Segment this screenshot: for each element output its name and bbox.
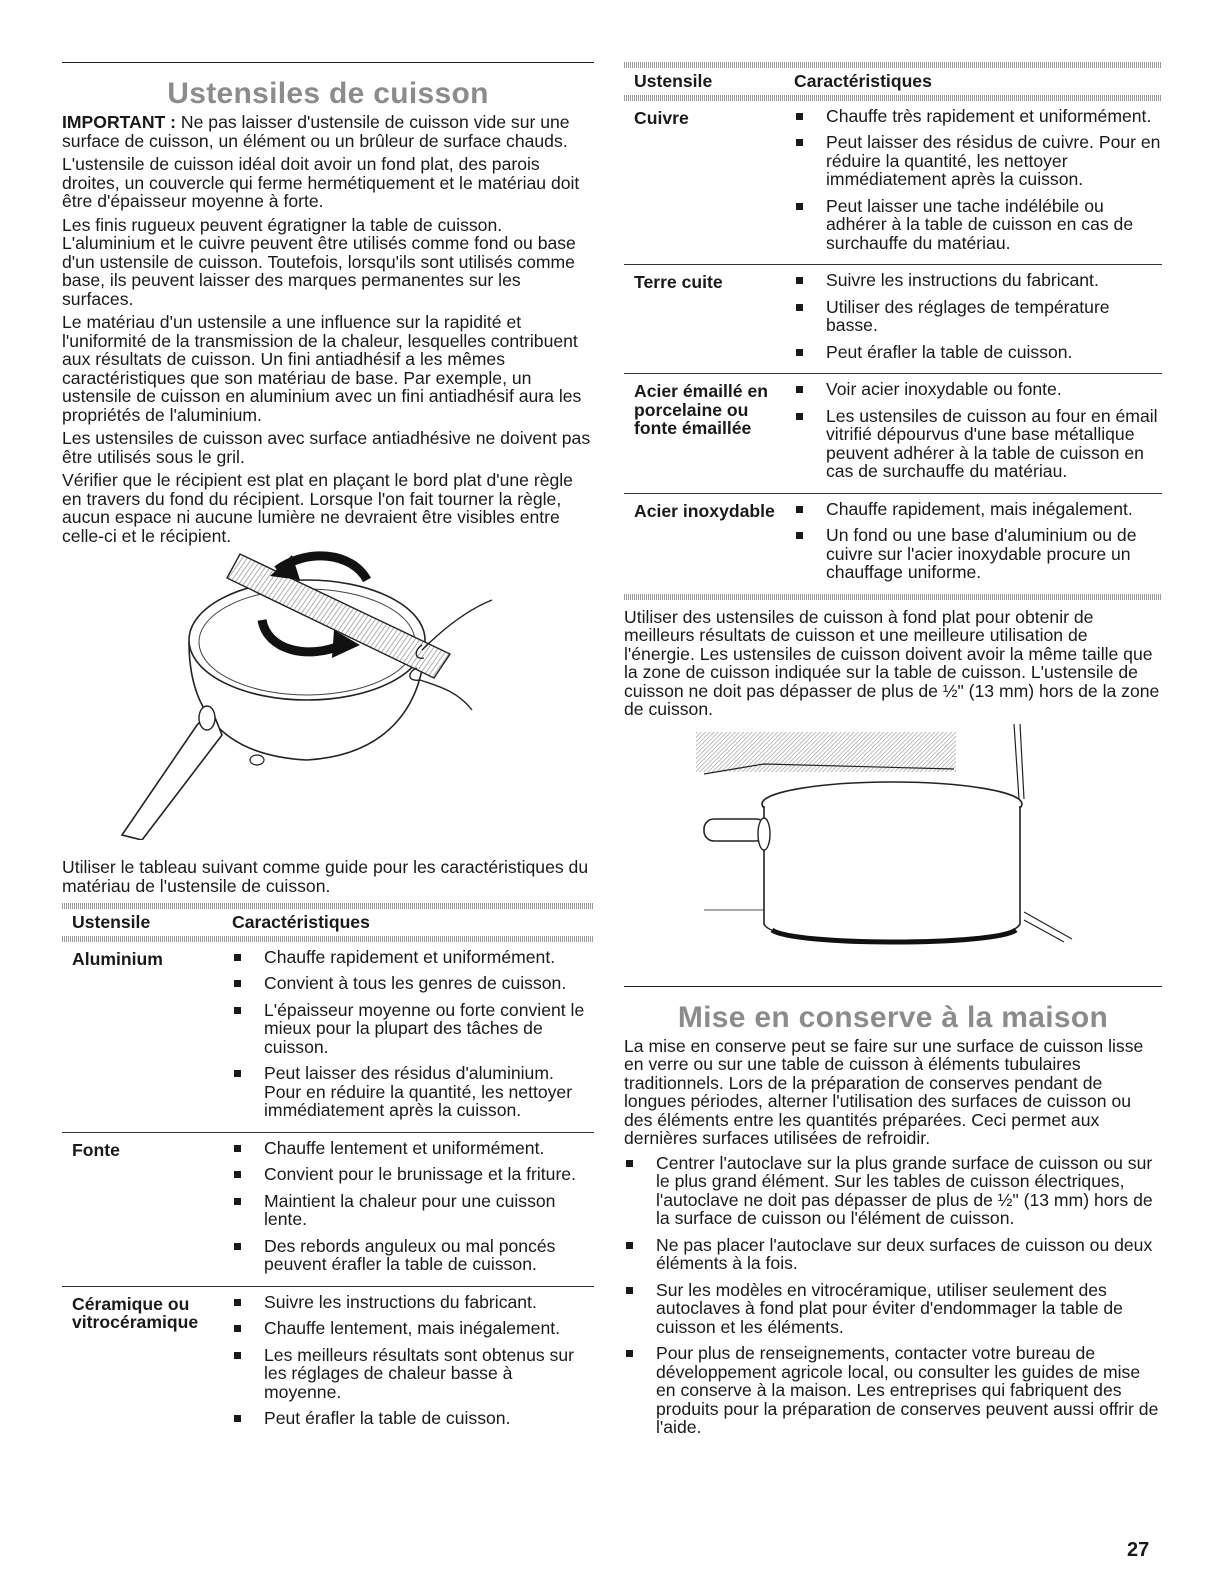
- table-header: [624, 68, 1162, 95]
- table-header: [62, 909, 594, 936]
- section-title-cookware: Ustensiles de cuisson: [167, 77, 489, 110]
- characteristics-list: [794, 380, 1162, 493]
- material-name: Aluminium: [72, 948, 163, 969]
- list-item: Centrer l'autoclave sur la plus grande surface de cuisson ou sur le plus grand élément. Sur les tables de cuisson électriques, l'autoclave ne doit pas dépasser de plus de ½" (13 mm) hors de la surface de cuisson ou l'élément de cuisson.: [624, 1154, 1162, 1228]
- handle-hole: [250, 755, 264, 765]
- table-row: [624, 374, 1162, 494]
- material-name: Cuivre: [634, 107, 689, 128]
- list-item: Chauffe lentement, mais inégalement.: [232, 1319, 594, 1338]
- handle-ring: [199, 706, 215, 730]
- characteristics-list: [794, 500, 1162, 594]
- section-rule: [624, 986, 1162, 987]
- list-item: Chauffe lentement et uniformément.: [232, 1139, 594, 1158]
- characteristics-list: [794, 271, 1162, 373]
- section-rule: [62, 62, 594, 63]
- important-notice: [62, 113, 594, 150]
- pot-handle-rivet: [758, 818, 770, 850]
- list-item: Convient à tous les genres de cuisson.: [232, 974, 594, 993]
- list-item: Peut laisser des résidus de cuivre. Pour en réduire la quantité, les nettoyer immédiatement après la cuisson.: [794, 133, 1162, 189]
- paragraph: L'ustensile de cuisson idéal doit avoir un fond plat, des parois droites, un couvercle qui ferme hermétiquement et le matériau doit être d'épaisseur moyenne à forte.: [62, 154, 580, 211]
- table-intro: Utiliser le tableau suivant comme guide pour les caractéristiques du matériau de l'ustensile de cuisson.: [62, 857, 589, 896]
- header-ustensile: Ustensile: [634, 71, 713, 91]
- list-item: Maintient la chaleur pour une cuisson lente.: [232, 1192, 594, 1229]
- pot-handle: [704, 819, 766, 841]
- pot-on-element-illustration: [624, 724, 1162, 974]
- table-row: [62, 1133, 594, 1287]
- cooktop-edge: [1024, 912, 1072, 939]
- list-item: L'épaisseur moyenne ou forte convient le mieux pour la plupart des tâches de cuisson.: [232, 1001, 594, 1057]
- characteristics-list: [232, 1293, 594, 1440]
- material-name: Acier émaillé en porcelaine ou fonte émaillée: [634, 381, 768, 438]
- table-row: [624, 265, 1162, 374]
- list-item: Peut érafler la table de cuisson.: [232, 1409, 594, 1428]
- characteristics-list: [232, 948, 594, 1132]
- list-item: Chauffe très rapidement et uniformément.: [794, 107, 1162, 126]
- list-item: Convient pour le brunissage et la friture.: [232, 1165, 594, 1184]
- material-name: Fonte: [72, 1139, 120, 1160]
- page-number: 27: [1127, 1539, 1150, 1561]
- canning-bullets: [624, 1154, 1162, 1437]
- list-item: Ne pas placer l'autoclave sur deux surfaces de cuisson ou deux éléments à la fois.: [624, 1236, 1162, 1273]
- list-item: Chauffe rapidement, mais inégalement.: [794, 500, 1162, 519]
- flat-bottom-paragraph: Utiliser des ustensiles de cuisson à fond plat pour obtenir de meilleurs résultats de cuisson et une meilleure utilisation de l'énergie. Les ustensiles de cuisson doivent avoir la même taille que la zone de cuisson indiquée sur la table de cuisson. L'ustensile de cuisson ne doit pas dépasser de plus de ½" (13 mm) hors de la zone de cuisson.: [624, 606, 1160, 719]
- header-caracteristiques: Caractéristiques: [232, 912, 370, 932]
- paragraph: Les finis rugueux peuvent égratigner la table de cuisson. L'aluminium et le cuivre peuvent être utilisés comme fond ou base d'un ustensile de cuisson. Toutefois, lorsqu'ils sont utilisés comme base, ils peuvent laisser des marques permanentes sur les surfaces.: [62, 214, 576, 309]
- list-item: Pour plus de renseignements, contacter votre bureau de développement agricole local, ou consulter les guides de mise en conserve à la maison. Les entreprises qui fabriquent des produits pour la préparation de conserves peuvent aussi offrir de l'aide.: [624, 1344, 1162, 1437]
- canning-intro: La mise en conserve peut se faire sur une surface de cuisson lisse en verre ou sur une table de cuisson à éléments tubulaires traditionnels. Lors de la préparation de conserves pendant de longues périodes, alterner l'utilisation des surfaces de cuisson ou des éléments entre les quantités préparées. Ceci permet aux dernières surfaces utilisées de refroidir.: [624, 1035, 1144, 1148]
- list-item: Chauffe rapidement et uniformément.: [232, 948, 594, 967]
- characteristics-list: [794, 107, 1162, 265]
- utensil-lines: [1014, 724, 1019, 799]
- important-label: IMPORTANT :: [62, 112, 177, 132]
- ruler-flatness-illustration: [62, 550, 594, 840]
- list-item: Peut laisser une tache indélébile ou adhérer à la table de cuisson en cas de surchauffe du matériau.: [794, 197, 1162, 253]
- utensil-lines: [1020, 724, 1024, 799]
- paragraph: Les ustensiles de cuisson avec surface antiadhésive ne doivent pas être utilisés sous le gril.: [62, 428, 591, 467]
- paragraph: Vérifier que le récipient est plat en plaçant le bord plat d'une règle en travers du fond du récipient. Lorsque l'on fait tourner la règle, aucun espace ni aucune lumière ne devraient être visibles entre celle-ci et le récipient.: [62, 470, 573, 546]
- table-row: [624, 494, 1162, 594]
- right-column: [624, 62, 1162, 1445]
- section-title-canning: Mise en conserve à la maison: [677, 1000, 1109, 1034]
- list-item: Sur les modèles en vitrocéramique, utiliser seulement des autoclaves à fond plat pour éviter d'endommager la table de cuisson et les éléments.: [624, 1281, 1162, 1337]
- material-name: Terre cuite: [634, 272, 723, 292]
- table-bottom-band: [624, 594, 1162, 600]
- list-item: Suivre les instructions du fabricant.: [232, 1293, 594, 1312]
- header-caracteristiques: Caractéristiques: [794, 71, 932, 91]
- table-row: [624, 101, 1162, 266]
- characteristics-list: [232, 1139, 594, 1286]
- list-item: Peut érafler la table de cuisson.: [794, 343, 1162, 362]
- table-row: [62, 942, 594, 1133]
- pot-body: [764, 806, 1020, 943]
- list-item: Utiliser des réglages de température basse.: [794, 298, 1162, 335]
- list-item: Peut laisser des résidus d'aluminium. Pour en réduire la quantité, les nettoyer immédiatement après la cuisson.: [232, 1064, 594, 1120]
- list-item: Un fond ou une base d'aluminium ou de cuivre sur l'acier inoxydable procure un chauffage uniforme.: [794, 526, 1162, 582]
- header-ustensile: Ustensile: [72, 912, 151, 932]
- table-row: [62, 1287, 594, 1440]
- list-item: Les ustensiles de cuisson au four en émail vitrifié dépourvus d'une base métallique peuvent adhérer à la table de cuisson en cas de surchauffe du matériau.: [794, 407, 1162, 481]
- left-column: [62, 62, 594, 1440]
- list-item: Voir acier inoxydable ou fonte.: [794, 380, 1162, 399]
- list-item: Des rebords anguleux ou mal poncés peuvent érafler la table de cuisson.: [232, 1237, 594, 1274]
- list-item: Suivre les instructions du fabricant.: [794, 271, 1162, 290]
- paragraph: Le matériau d'un ustensile a une influence sur la rapidité et l'uniformité de la transmission de la chaleur, lesquelles contribuent aux résultats de cuisson. Un fini antiadhésif a les mêmes caractéristiques que son matériau de base. Par exemple, un ustensile de cuisson en aluminium avec un fini antiadhésif aura les propriétés de l'aluminium.: [62, 312, 582, 425]
- material-name: Acier inoxydable: [634, 500, 775, 521]
- important-text: Ne pas laisser d'ustensile de cuisson vide sur une surface de cuisson, un élément ou un brûleur de surface chauds.: [62, 112, 570, 151]
- list-item: Les meilleurs résultats sont obtenus sur les réglages de chaleur basse à moyenne.: [232, 1346, 594, 1402]
- material-name: Céramique ou vitrocéramique: [72, 1293, 199, 1332]
